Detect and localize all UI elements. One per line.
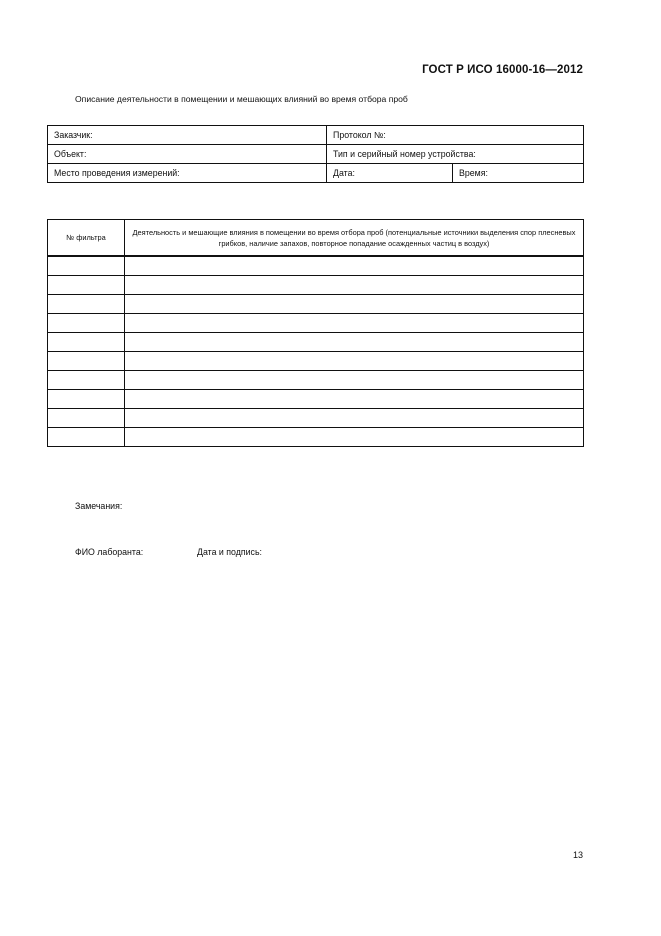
page-number: 13	[572, 850, 583, 860]
lab-name-label: ФИО лаборанта:	[75, 547, 144, 557]
activity-cell[interactable]	[125, 333, 584, 352]
table-row	[48, 276, 584, 295]
filter-cell[interactable]	[48, 428, 125, 447]
activity-log-table	[47, 219, 584, 447]
remarks-label: Замечания:	[75, 501, 123, 511]
time-field[interactable]: Время:	[453, 164, 584, 183]
activity-cell[interactable]	[125, 352, 584, 371]
form-title: Описание деятельности в помещении и мешающих влияний во время отбора проб	[75, 94, 408, 104]
filter-number-header: № фильтра	[48, 220, 125, 257]
log-header-row	[48, 220, 584, 257]
filter-cell[interactable]	[48, 333, 125, 352]
filter-cell[interactable]	[48, 409, 125, 428]
filter-cell[interactable]	[48, 314, 125, 333]
table-row	[48, 314, 584, 333]
filter-cell[interactable]	[48, 295, 125, 314]
activity-cell[interactable]	[125, 371, 584, 390]
filter-cell[interactable]	[48, 390, 125, 409]
activity-cell[interactable]	[125, 295, 584, 314]
table-row	[48, 352, 584, 371]
date-field[interactable]: Дата:	[327, 164, 453, 183]
sampling-info-table	[47, 125, 584, 183]
info-row-object	[48, 145, 584, 164]
table-row	[48, 295, 584, 314]
date-signature-label: Дата и подпись:	[197, 547, 262, 557]
filter-cell[interactable]	[48, 276, 125, 295]
activity-cell[interactable]	[125, 256, 584, 276]
activity-header: Деятельность и мешающие влияния в помещении во время отбора проб (потенциальные источники выделения спор плесневых грибков, наличие запахов, повторное попадание осажденных частиц в воздух)	[125, 220, 584, 257]
info-row-customer	[48, 126, 584, 145]
customer-field[interactable]: Заказчик:	[48, 126, 327, 145]
table-row	[48, 371, 584, 390]
standard-code: ГОСТ Р ИСО 16000-16—2012	[422, 64, 583, 76]
table-row	[48, 390, 584, 409]
filter-cell[interactable]	[48, 256, 125, 276]
filter-cell[interactable]	[48, 352, 125, 371]
table-row	[48, 333, 584, 352]
activity-cell[interactable]	[125, 276, 584, 295]
filter-cell[interactable]	[48, 371, 125, 390]
activity-cell[interactable]	[125, 409, 584, 428]
object-field[interactable]: Объект:	[48, 145, 327, 164]
table-row	[48, 409, 584, 428]
info-row-location	[48, 164, 584, 183]
activity-cell[interactable]	[125, 428, 584, 447]
activity-cell[interactable]	[125, 314, 584, 333]
protocol-field[interactable]: Протокол №:	[327, 126, 584, 145]
device-field[interactable]: Тип и серийный номер устройства:	[327, 145, 584, 164]
table-row	[48, 428, 584, 447]
table-row	[48, 256, 584, 276]
location-field[interactable]: Место проведения измерений:	[48, 164, 327, 183]
activity-cell[interactable]	[125, 390, 584, 409]
